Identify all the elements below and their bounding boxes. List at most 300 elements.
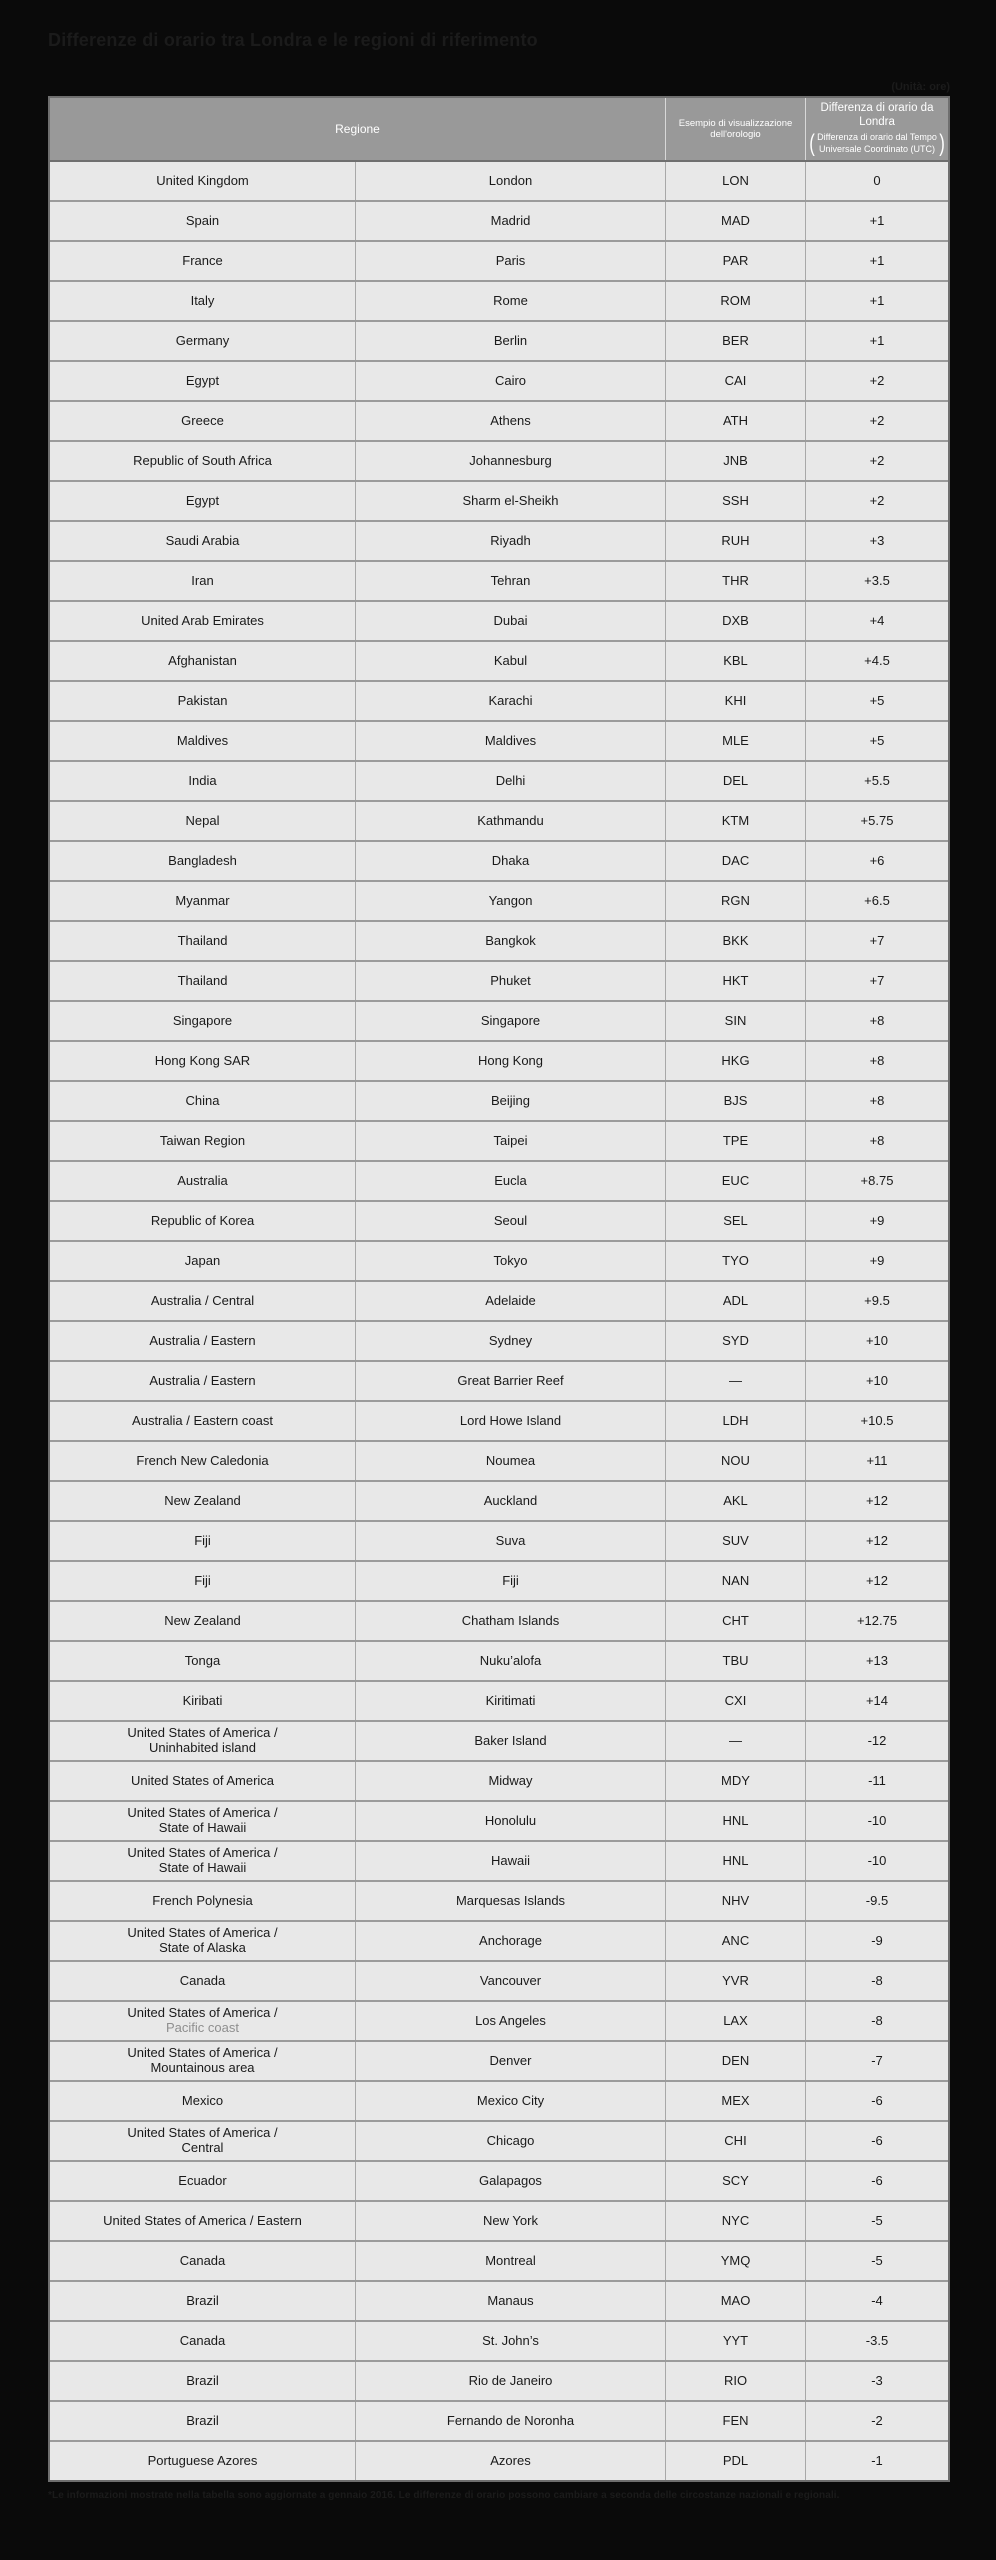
city-cell: Maldives xyxy=(355,722,665,760)
diff-cell: -8 xyxy=(805,1962,948,2000)
city-cell: Beijing xyxy=(355,1082,665,1120)
diff-cell: +7 xyxy=(805,922,948,960)
code-cell: — xyxy=(665,1362,805,1400)
code-cell: LDH xyxy=(665,1402,805,1440)
diff-cell: +14 xyxy=(805,1682,948,1720)
region-cell: Iran xyxy=(191,572,214,588)
city-cell: Singapore xyxy=(355,1002,665,1040)
code-cell: DEL xyxy=(665,762,805,800)
code-cell: CHI xyxy=(665,2122,805,2160)
table-row xyxy=(50,840,948,880)
table-row xyxy=(50,920,948,960)
table-row xyxy=(50,2200,948,2240)
code-cell: THR xyxy=(665,562,805,600)
table-row xyxy=(50,2040,948,2080)
region-cell: French New Caledonia xyxy=(136,1452,269,1468)
region-cell: Maldives xyxy=(176,732,229,748)
region-cell: French Polynesia xyxy=(152,1892,253,1908)
region-cell: United States of America / Pacific coast xyxy=(127,2005,278,2035)
diff-cell: -8 xyxy=(805,2002,948,2040)
code-cell: ANC xyxy=(665,1922,805,1960)
code-cell: EUC xyxy=(665,1162,805,1200)
table-row xyxy=(50,1320,948,1360)
table-row xyxy=(50,1120,948,1160)
header-region-label: Regione xyxy=(335,122,380,136)
city-cell: Tokyo xyxy=(355,1242,665,1280)
diff-cell: +3 xyxy=(805,522,948,560)
region-cell: Brazil xyxy=(186,2372,219,2388)
diff-cell: +12.75 xyxy=(805,1602,948,1640)
code-cell: FEN xyxy=(665,2402,805,2440)
city-cell: Karachi xyxy=(355,682,665,720)
diff-cell: -5 xyxy=(805,2242,948,2280)
code-cell: MDY xyxy=(665,1762,805,1800)
code-cell: NOU xyxy=(665,1442,805,1480)
code-cell: HNL xyxy=(665,1842,805,1880)
header-diff-sub-line1: Differenza di orario dal Tempo xyxy=(817,132,937,143)
diff-cell: +1 xyxy=(805,322,948,360)
code-cell: YMQ xyxy=(665,2242,805,2280)
city-cell: Noumea xyxy=(355,1442,665,1480)
code-cell: TYO xyxy=(665,1242,805,1280)
table-row xyxy=(50,1440,948,1480)
region-cell: Japan xyxy=(184,1252,221,1268)
diff-cell: -6 xyxy=(805,2082,948,2120)
diff-cell: -9 xyxy=(805,1922,948,1960)
code-cell: HNL xyxy=(665,1802,805,1840)
diff-cell: +2 xyxy=(805,402,948,440)
table-row xyxy=(50,1880,948,1920)
region-cell: Afghanistan xyxy=(168,652,237,668)
code-cell: CHT xyxy=(665,1602,805,1640)
region-cell: Thailand xyxy=(177,932,228,948)
region-cell: Singapore xyxy=(172,1012,233,1028)
region-cell: Hong Kong SAR xyxy=(154,1052,251,1068)
diff-cell: +6.5 xyxy=(805,882,948,920)
city-cell: Los Angeles xyxy=(355,2002,665,2040)
diff-cell: +2 xyxy=(805,442,948,480)
city-cell: Marquesas Islands xyxy=(355,1882,665,1920)
region-cell: Egypt xyxy=(185,492,220,508)
region-cell: United States of America / Central xyxy=(127,2125,278,2155)
table-row xyxy=(50,2280,948,2320)
city-cell: Taipei xyxy=(355,1122,665,1160)
city-cell: Baker Island xyxy=(355,1722,665,1760)
region-cell: New Zealand xyxy=(164,1612,241,1628)
diff-cell: +1 xyxy=(805,282,948,320)
region-cell: Germany xyxy=(175,332,230,348)
diff-cell: +13 xyxy=(805,1642,948,1680)
header-diff-column xyxy=(805,98,948,160)
header-diff-sub-line2: Universale Coordinato (UTC) xyxy=(818,143,936,154)
table-row xyxy=(50,1200,948,1240)
diff-cell: +12 xyxy=(805,1522,948,1560)
table-row xyxy=(50,880,948,920)
code-cell: SEL xyxy=(665,1202,805,1240)
city-cell: Sydney xyxy=(355,1322,665,1360)
code-cell: HKG xyxy=(665,1042,805,1080)
code-cell: NYC xyxy=(665,2202,805,2240)
code-cell: DEN xyxy=(665,2042,805,2080)
diff-cell: -10 xyxy=(805,1842,948,1880)
diff-cell: +3.5 xyxy=(805,562,948,600)
diff-cell: -6 xyxy=(805,2122,948,2160)
table-row xyxy=(50,2080,948,2120)
table-row xyxy=(50,400,948,440)
table-row xyxy=(50,1160,948,1200)
city-cell: Riyadh xyxy=(355,522,665,560)
diff-cell: +1 xyxy=(805,202,948,240)
table-row xyxy=(50,1960,948,2000)
table-row xyxy=(50,1000,948,1040)
code-cell: CXI xyxy=(665,1682,805,1720)
city-cell: Madrid xyxy=(355,202,665,240)
city-cell: Yangon xyxy=(355,882,665,920)
region-cell: Bangladesh xyxy=(168,852,237,868)
diff-cell: -5 xyxy=(805,2202,948,2240)
table-row xyxy=(50,1760,948,1800)
region-cell: Canada xyxy=(179,2332,226,2348)
table-row xyxy=(50,960,948,1000)
region-cell: Pakistan xyxy=(177,692,228,708)
region-cell: Republic of Korea xyxy=(150,1212,255,1228)
city-cell: New York xyxy=(355,2202,665,2240)
table-row xyxy=(50,560,948,600)
region-cell: Greece xyxy=(181,412,224,428)
code-cell: TPE xyxy=(665,1122,805,1160)
diff-cell: +8 xyxy=(805,1122,948,1160)
region-cell: Portuguese Azores xyxy=(147,2452,258,2468)
diff-cell: +12 xyxy=(805,1562,948,1600)
diff-cell: +12 xyxy=(805,1482,948,1520)
table-row xyxy=(50,1280,948,1320)
code-cell: ATH xyxy=(665,402,805,440)
city-cell: Dhaka xyxy=(355,842,665,880)
code-cell: LON xyxy=(665,162,805,200)
code-cell: RUH xyxy=(665,522,805,560)
diff-cell: -4 xyxy=(805,2282,948,2320)
code-cell: BJS xyxy=(665,1082,805,1120)
city-cell: Auckland xyxy=(355,1482,665,1520)
table-row xyxy=(50,520,948,560)
city-cell: Hawaii xyxy=(355,1842,665,1880)
city-cell: Rome xyxy=(355,282,665,320)
code-cell: SSH xyxy=(665,482,805,520)
region-cell: United States of America / State of Alaska xyxy=(127,1925,278,1955)
code-cell: RIO xyxy=(665,2362,805,2400)
diff-cell: -10 xyxy=(805,1802,948,1840)
table-row xyxy=(50,1800,948,1840)
code-cell: MLE xyxy=(665,722,805,760)
city-cell: Eucla xyxy=(355,1162,665,1200)
timezone-table xyxy=(48,96,950,2482)
city-cell: Cairo xyxy=(355,362,665,400)
city-cell: Delhi xyxy=(355,762,665,800)
diff-cell: +4 xyxy=(805,602,948,640)
region-cell: United States of America / Uninhabited island xyxy=(127,1725,278,1755)
table-row xyxy=(50,640,948,680)
diff-cell: +10 xyxy=(805,1322,948,1360)
region-cell: Spain xyxy=(185,212,220,228)
table-row xyxy=(50,1560,948,1600)
table-row xyxy=(50,2160,948,2200)
table-row xyxy=(50,680,948,720)
diff-cell: +5 xyxy=(805,682,948,720)
diff-cell: +5.5 xyxy=(805,762,948,800)
table-row xyxy=(50,1040,948,1080)
city-cell: Nuku’alofa xyxy=(355,1642,665,1680)
code-cell: YVR xyxy=(665,1962,805,2000)
table-row xyxy=(50,2320,948,2360)
city-cell: Fernando de Noronha xyxy=(355,2402,665,2440)
region-cell: Brazil xyxy=(186,2292,219,2308)
table-row xyxy=(50,200,948,240)
region-cell: United States of America / State of Hawaii xyxy=(127,1805,278,1835)
table-row xyxy=(50,1600,948,1640)
diff-cell: +2 xyxy=(805,362,948,400)
code-cell: NHV xyxy=(665,1882,805,1920)
diff-cell: +10.5 xyxy=(805,1402,948,1440)
region-cell: Nepal xyxy=(185,812,220,828)
region-cell: France xyxy=(182,252,223,268)
region-cell: United States of America / Eastern xyxy=(103,2212,302,2228)
city-cell: Chicago xyxy=(355,2122,665,2160)
footnote: *Le informazioni mostrate nella tabella sono aggiornate a gennaio 2016. Le differenze di orario possono cambiare a seconda delle circostanze nazionali e regionali. xyxy=(48,2490,840,2501)
region-cell: Brazil xyxy=(186,2412,219,2428)
table-row xyxy=(50,1720,948,1760)
table-row xyxy=(50,480,948,520)
city-cell: Seoul xyxy=(355,1202,665,1240)
header-clock-example-label: Esempio di visualizzazione dell'orologio xyxy=(665,98,805,160)
header-diff-subtitle xyxy=(808,129,946,157)
table-row xyxy=(50,240,948,280)
region-cell: Taiwan Region xyxy=(159,1132,246,1148)
table-row xyxy=(50,1640,948,1680)
city-cell: Paris xyxy=(355,242,665,280)
region-cell: Italy xyxy=(190,292,215,308)
code-cell: KTM xyxy=(665,802,805,840)
region-cell: India xyxy=(188,772,217,788)
diff-cell: +7 xyxy=(805,962,948,1000)
city-cell: Kiritimati xyxy=(355,1682,665,1720)
table-row xyxy=(50,2360,948,2400)
city-cell: Denver xyxy=(355,2042,665,2080)
table-body xyxy=(50,162,948,2480)
code-cell: AKL xyxy=(665,1482,805,1520)
diff-cell: +2 xyxy=(805,482,948,520)
region-cell: United Kingdom xyxy=(156,172,249,188)
table-row xyxy=(50,600,948,640)
city-cell: Lord Howe Island xyxy=(355,1402,665,1440)
diff-cell: +8 xyxy=(805,1002,948,1040)
code-cell: SYD xyxy=(665,1322,805,1360)
open-paren-decoration: ( xyxy=(809,129,815,157)
city-cell: Athens xyxy=(355,402,665,440)
region-cell: New Zealand xyxy=(164,1492,241,1508)
header-diff-title: Differenza di orario da Londra xyxy=(820,102,934,128)
city-cell: Azores xyxy=(355,2442,665,2480)
region-cell: United Arab Emirates xyxy=(141,612,264,628)
code-cell: MAO xyxy=(665,2282,805,2320)
region-cell: Tonga xyxy=(184,1652,221,1668)
code-cell: TBU xyxy=(665,1642,805,1680)
city-cell: London xyxy=(355,162,665,200)
city-cell: Mexico City xyxy=(355,2082,665,2120)
code-cell: DAC xyxy=(665,842,805,880)
table-row xyxy=(50,1520,948,1560)
page-title: Differenze di orario tra Londra e le regioni di riferimento xyxy=(48,30,538,50)
region-cell: Fiji xyxy=(194,1572,211,1588)
diff-cell: -12 xyxy=(805,1722,948,1760)
region-cell: Australia xyxy=(177,1172,228,1188)
code-cell: KBL xyxy=(665,642,805,680)
code-cell: YYT xyxy=(665,2322,805,2360)
region-cell: Australia / Eastern coast xyxy=(132,1412,273,1428)
table-row xyxy=(50,1360,948,1400)
code-cell: CAI xyxy=(665,362,805,400)
close-paren-decoration: ) xyxy=(939,129,945,157)
city-cell: Montreal xyxy=(355,2242,665,2280)
diff-cell: +5 xyxy=(805,722,948,760)
city-cell: Berlin xyxy=(355,322,665,360)
code-cell: ROM xyxy=(665,282,805,320)
table-row xyxy=(50,320,948,360)
region-cell: United States of America / Mountainous area xyxy=(127,2045,278,2075)
diff-cell: -2 xyxy=(805,2402,948,2440)
city-cell: Great Barrier Reef xyxy=(355,1362,665,1400)
city-cell: Galapagos xyxy=(355,2162,665,2200)
code-cell: JNB xyxy=(665,442,805,480)
code-cell: MAD xyxy=(665,202,805,240)
region-cell: China xyxy=(185,1092,220,1108)
code-cell: SCY xyxy=(665,2162,805,2200)
code-cell: RGN xyxy=(665,882,805,920)
city-cell: Midway xyxy=(355,1762,665,1800)
table-row xyxy=(50,1920,948,1960)
region-cell: Egypt xyxy=(185,372,220,388)
city-cell: Johannesburg xyxy=(355,442,665,480)
region-cell: Mexico xyxy=(181,2092,224,2108)
code-cell: BER xyxy=(665,322,805,360)
table-row xyxy=(50,360,948,400)
code-cell: SUV xyxy=(665,1522,805,1560)
city-cell: Sharm el-Sheikh xyxy=(355,482,665,520)
region-cell: Ecuador xyxy=(178,2172,227,2188)
city-cell: Fiji xyxy=(355,1562,665,1600)
diff-cell: -7 xyxy=(805,2042,948,2080)
city-cell: Tehran xyxy=(355,562,665,600)
region-cell: Myanmar xyxy=(175,892,230,908)
code-cell: ADL xyxy=(665,1282,805,1320)
code-cell: SIN xyxy=(665,1002,805,1040)
diff-cell: +10 xyxy=(805,1362,948,1400)
region-cell: Canada xyxy=(179,1972,226,1988)
diff-cell: +9 xyxy=(805,1242,948,1280)
city-cell: Hong Kong xyxy=(355,1042,665,1080)
region-cell: Australia / Eastern xyxy=(149,1332,256,1348)
city-cell: St. John’s xyxy=(355,2322,665,2360)
diff-cell: +8.75 xyxy=(805,1162,948,1200)
region-cell: United States of America xyxy=(130,1772,275,1788)
table-row xyxy=(50,1080,948,1120)
city-cell: Honolulu xyxy=(355,1802,665,1840)
region-cell: Australia / Eastern xyxy=(149,1372,256,1388)
city-cell: Suva xyxy=(355,1522,665,1560)
code-cell: PDL xyxy=(665,2442,805,2480)
region-cell: Fiji xyxy=(194,1532,211,1548)
region-cell: Thailand xyxy=(177,972,228,988)
region-cell: Kiribati xyxy=(182,1692,223,1708)
diff-cell: +5.75 xyxy=(805,802,948,840)
diff-cell: +11 xyxy=(805,1442,948,1480)
table-row xyxy=(50,1680,948,1720)
code-cell: DXB xyxy=(665,602,805,640)
diff-cell: +1 xyxy=(805,242,948,280)
city-cell: Manaus xyxy=(355,2282,665,2320)
region-cell: Canada xyxy=(179,2252,226,2268)
diff-cell: +8 xyxy=(805,1082,948,1120)
diff-cell: -11 xyxy=(805,1762,948,1800)
table-row xyxy=(50,1480,948,1520)
table-row xyxy=(50,1240,948,1280)
table-row xyxy=(50,760,948,800)
diff-cell: +9.5 xyxy=(805,1282,948,1320)
city-cell: Dubai xyxy=(355,602,665,640)
table-row xyxy=(50,2240,948,2280)
diff-cell: -9.5 xyxy=(805,1882,948,1920)
city-cell: Adelaide xyxy=(355,1282,665,1320)
city-cell: Kathmandu xyxy=(355,802,665,840)
city-cell: Vancouver xyxy=(355,1962,665,2000)
table-header xyxy=(50,98,948,162)
table-row xyxy=(50,2120,948,2160)
code-cell: MEX xyxy=(665,2082,805,2120)
diff-cell: -6 xyxy=(805,2162,948,2200)
diff-cell: +8 xyxy=(805,1042,948,1080)
table-row xyxy=(50,2440,948,2480)
code-cell: PAR xyxy=(665,242,805,280)
diff-cell: +4.5 xyxy=(805,642,948,680)
code-cell: KHI xyxy=(665,682,805,720)
city-cell: Anchorage xyxy=(355,1922,665,1960)
code-cell: NAN xyxy=(665,1562,805,1600)
diff-cell: -3.5 xyxy=(805,2322,948,2360)
table-row xyxy=(50,800,948,840)
city-cell: Bangkok xyxy=(355,922,665,960)
table-row xyxy=(50,2000,948,2040)
table-row xyxy=(50,720,948,760)
table-row xyxy=(50,1840,948,1880)
city-cell: Phuket xyxy=(355,962,665,1000)
table-row xyxy=(50,2400,948,2440)
code-cell: HKT xyxy=(665,962,805,1000)
table-row xyxy=(50,280,948,320)
code-cell: — xyxy=(665,1722,805,1760)
region-cell: Republic of South Africa xyxy=(133,452,272,468)
table-row xyxy=(50,440,948,480)
city-cell: Chatham Islands xyxy=(355,1602,665,1640)
header-diff-subtitle-text xyxy=(816,132,938,155)
diff-cell: +9 xyxy=(805,1202,948,1240)
diff-cell: 0 xyxy=(805,162,948,200)
table-row xyxy=(50,1400,948,1440)
table-row xyxy=(50,162,948,200)
region-cell: Saudi Arabia xyxy=(165,532,240,548)
units-note: (Unità: ore) xyxy=(891,81,950,93)
city-cell: Kabul xyxy=(355,642,665,680)
diff-cell: -1 xyxy=(805,2442,948,2480)
diff-cell: +6 xyxy=(805,842,948,880)
